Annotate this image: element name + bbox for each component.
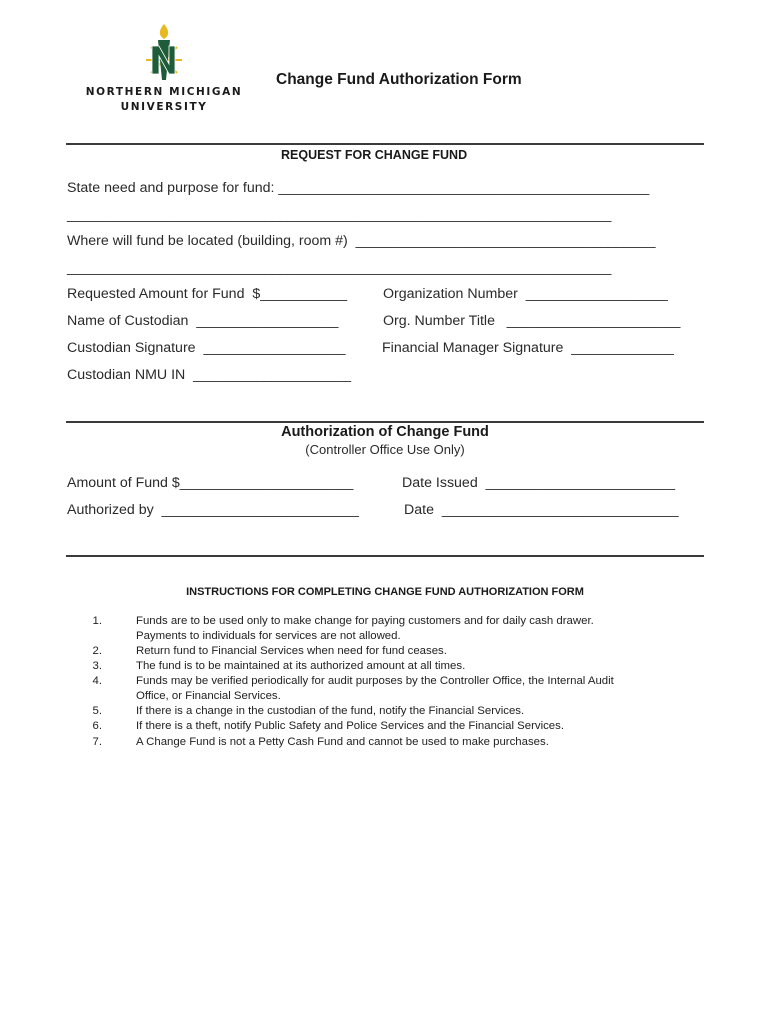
- instruction-text: The fund is to be maintained at its authorized amount at all times.: [136, 660, 466, 672]
- instruction-text: Funds may be verified periodically for audit purposes by the Controller Office, the Internal Audit: [136, 675, 614, 687]
- amount-of-fund-field[interactable]: Amount of Fund $______________________: [67, 475, 354, 491]
- instruction-text: Funds are to be used only to make change for paying customers and for daily cash drawer.: [136, 615, 594, 627]
- instruction-text: Return fund to Financial Services when need for fund ceases.: [136, 645, 447, 657]
- section-divider: [66, 143, 704, 145]
- instructions-heading: INSTRUCTIONS FOR COMPLETING CHANGE FUND AUTHORIZATION FORM: [186, 586, 584, 598]
- form-title: Change Fund Authorization Form: [276, 71, 522, 88]
- authorized-by-field[interactable]: Authorized by _________________________: [67, 502, 359, 518]
- instruction-text: A Change Fund is not a Petty Cash Fund and cannot be used to make purchases.: [136, 736, 549, 748]
- university-logo: [84, 22, 244, 122]
- instruction-text: If there is a change in the custodian of the fund, notify the Financial Services.: [136, 705, 525, 717]
- instruction-number: 7.: [92, 736, 102, 748]
- location-field[interactable]: Where will fund be located (building, room #) ______________________________________: [67, 233, 656, 249]
- instruction-text: Office, or Financial Services.: [136, 690, 281, 702]
- instruction-number: 4.: [92, 675, 102, 687]
- financial-manager-signature-field[interactable]: Financial Manager Signature _____________: [382, 340, 674, 356]
- authorization-section-subtitle: (Controller Office Use Only): [305, 442, 465, 457]
- request-section-heading: REQUEST FOR CHANGE FUND: [281, 148, 468, 162]
- instruction-text: If there is a theft, notify Public Safety and Police Services and the Financial Services.: [136, 720, 564, 732]
- instruction-number: 1.: [92, 615, 102, 627]
- instruction-number: 2.: [92, 645, 102, 657]
- organization-number-field[interactable]: Organization Number __________________: [383, 286, 668, 302]
- requested-amount-field[interactable]: Requested Amount for Fund $___________: [67, 286, 348, 302]
- instruction-number: 6.: [92, 720, 102, 732]
- logo-text-line2: UNIVERSITY: [120, 101, 208, 113]
- custodian-signature-field[interactable]: Custodian Signature __________________: [67, 340, 346, 356]
- instruction-number: 5.: [92, 705, 102, 717]
- authorization-section-title: Authorization of Change Fund: [281, 424, 489, 440]
- section-divider: [66, 421, 704, 423]
- purpose-field[interactable]: State need and purpose for fund: _______________________________________________: [67, 180, 650, 196]
- instruction-text: Payments to individuals for services are not allowed.: [136, 630, 401, 642]
- torch-n-emblem-icon: [138, 22, 190, 84]
- logo-text-line1: NORTHERN MICHIGAN: [85, 86, 243, 98]
- purpose-field-continued[interactable]: _____________________________________________________________________: [67, 207, 612, 223]
- custodian-nmu-in-field[interactable]: Custodian NMU IN ____________________: [67, 367, 351, 383]
- custodian-name-field[interactable]: Name of Custodian __________________: [67, 313, 339, 329]
- date-issued-field[interactable]: Date Issued ________________________: [402, 475, 675, 491]
- org-number-title-field[interactable]: Org. Number Title ______________________: [383, 313, 681, 329]
- date-field[interactable]: Date ______________________________: [404, 502, 679, 518]
- section-divider: [66, 555, 704, 557]
- location-field-continued[interactable]: _____________________________________________________________________: [67, 260, 612, 276]
- instruction-number: 3.: [92, 660, 102, 672]
